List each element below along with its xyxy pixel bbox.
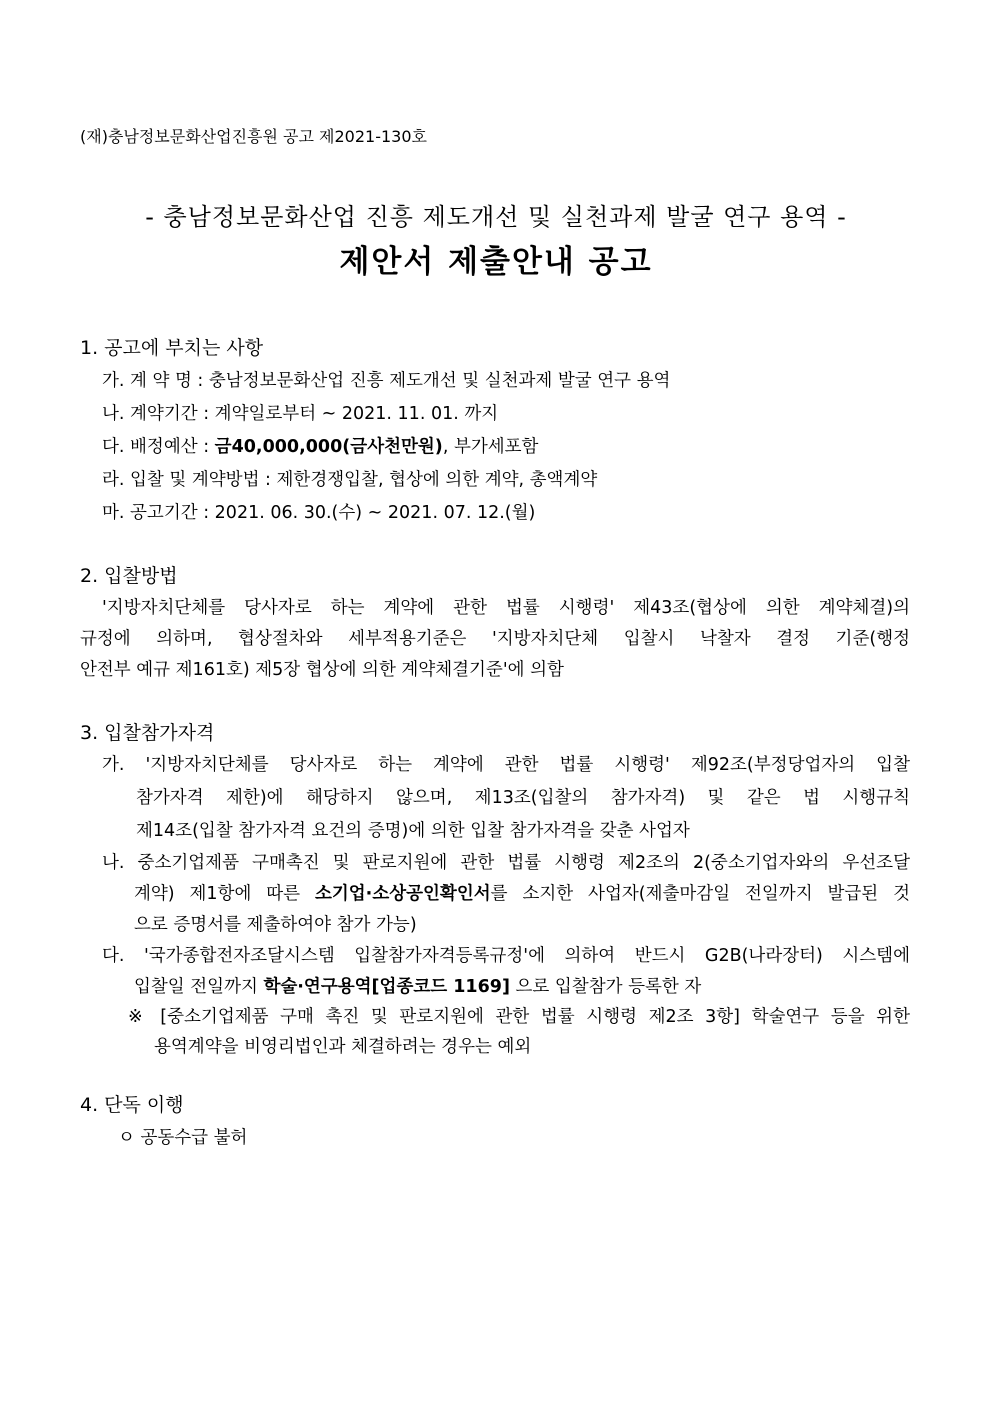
page-title: 제안서 제출안내 공고: [339, 244, 653, 280]
na-text-b: 를 소지한 사업자(제출마감일 전일까지 발급된 것: [490, 884, 910, 904]
budget-prefix: 다. 배정예산 :: [102, 437, 215, 457]
notice-number: (재)충남정보문화산업진흥원 공고 제2021-130호: [80, 127, 427, 146]
sec3-na-line-1: 나. 중소기업제품 구매촉진 및 판로지원에 관한 법률 시행령 제2조의 2(중소기업자와의 우선조달: [102, 853, 910, 873]
sec1-item-contract-period: 나. 계약기간 : 계약일로부터 ~ 2021. 11. 01. 까지: [102, 404, 499, 424]
section-4-heading: 4. 단독 이행: [80, 1094, 184, 1116]
budget-amount: 금40,000,000(금사천만원): [214, 437, 443, 457]
section-3-heading: 3. 입찰참가자격: [80, 722, 215, 744]
sec3-ga-line-1: 가. '지방자치단체를 당사자로 하는 계약에 관한 법률 시행령' 제92조(부정당업자의 입찰: [102, 755, 910, 775]
sec3-note-line-2: 용역계약을 비영리법인과 체결하려는 경우는 예외: [154, 1037, 532, 1057]
sec3-note-line-1: ※ [중소기업제품 구매 촉진 및 판로지원에 관한 법률 시행령 제2조 3항] 학술연구 등을 위한: [128, 1007, 910, 1027]
sec2-line-2: 규정에 의하며, 협상절차와 세부적용기준은 '지방자치단체 입찰시 낙찰자 결정 기준(행정: [80, 629, 910, 649]
section-2-heading: 2. 입찰방법: [80, 565, 178, 587]
da-text-a: 입찰일 전일까지: [134, 977, 264, 997]
section-1-heading: 1. 공고에 부치는 사항: [80, 337, 264, 359]
sec3-na-line-2: [134, 880, 910, 905]
sec3-na-line-3: 으로 증명서를 제출하여야 참가 가능): [134, 915, 417, 935]
sec3-ga-line-3: 제14조(입찰 참가자격 요건의 증명)에 의한 입찰 참가자격을 갖춘 사업자: [136, 821, 690, 841]
da-text-b: 으로 입찰참가 등록한 자: [509, 977, 702, 997]
sec3-ga-line-2: 참가자격 제한)에 해당하지 않으며, 제13조(입찰의 참가자격) 및 같은 법 시행규칙: [136, 788, 910, 808]
sec3-da-line-2: [134, 973, 701, 998]
sec1-item-contract-name: 가. 계 약 명 : 충남정보문화산업 진흥 제도개선 및 실천과제 발굴 연구 용역: [102, 371, 671, 391]
budget-suffix: , 부가세포함: [442, 437, 539, 457]
sec1-item-bid-method: 라. 입찰 및 계약방법 : 제한경쟁입찰, 협상에 의한 계약, 총액계약: [102, 470, 598, 490]
sec2-line-1: '지방자치단체를 당사자로 하는 계약에 관한 법률 시행령' 제43조(협상에 의한 계약체결)의: [102, 598, 910, 618]
sec1-item-notice-period: 마. 공고기간 : 2021. 06. 30.(수) ~ 2021. 07. 12.(월): [102, 503, 536, 523]
industry-code: 학술·연구용역[업종코드 1169]: [263, 977, 510, 997]
small-business-certificate: 소기업·소상공인확인서: [314, 884, 491, 904]
project-subtitle: - 충남정보문화산업 진흥 제도개선 및 실천과제 발굴 연구 용역 -: [145, 203, 847, 231]
sec4-item: ㅇ 공동수급 불허: [118, 1128, 248, 1148]
sec2-line-3: 안전부 예규 제161호) 제5장 협상에 의한 계약체결기준'에 의함: [80, 660, 564, 680]
na-text-a: 계약) 제1항에 따른: [134, 884, 315, 904]
sec1-item-budget: [102, 433, 538, 458]
sec3-da-line-1: 다. '국가종합전자조달시스템 입찰참가자격등록규정'에 의하여 반드시 G2B(나라장터) 시스템에: [102, 946, 910, 966]
